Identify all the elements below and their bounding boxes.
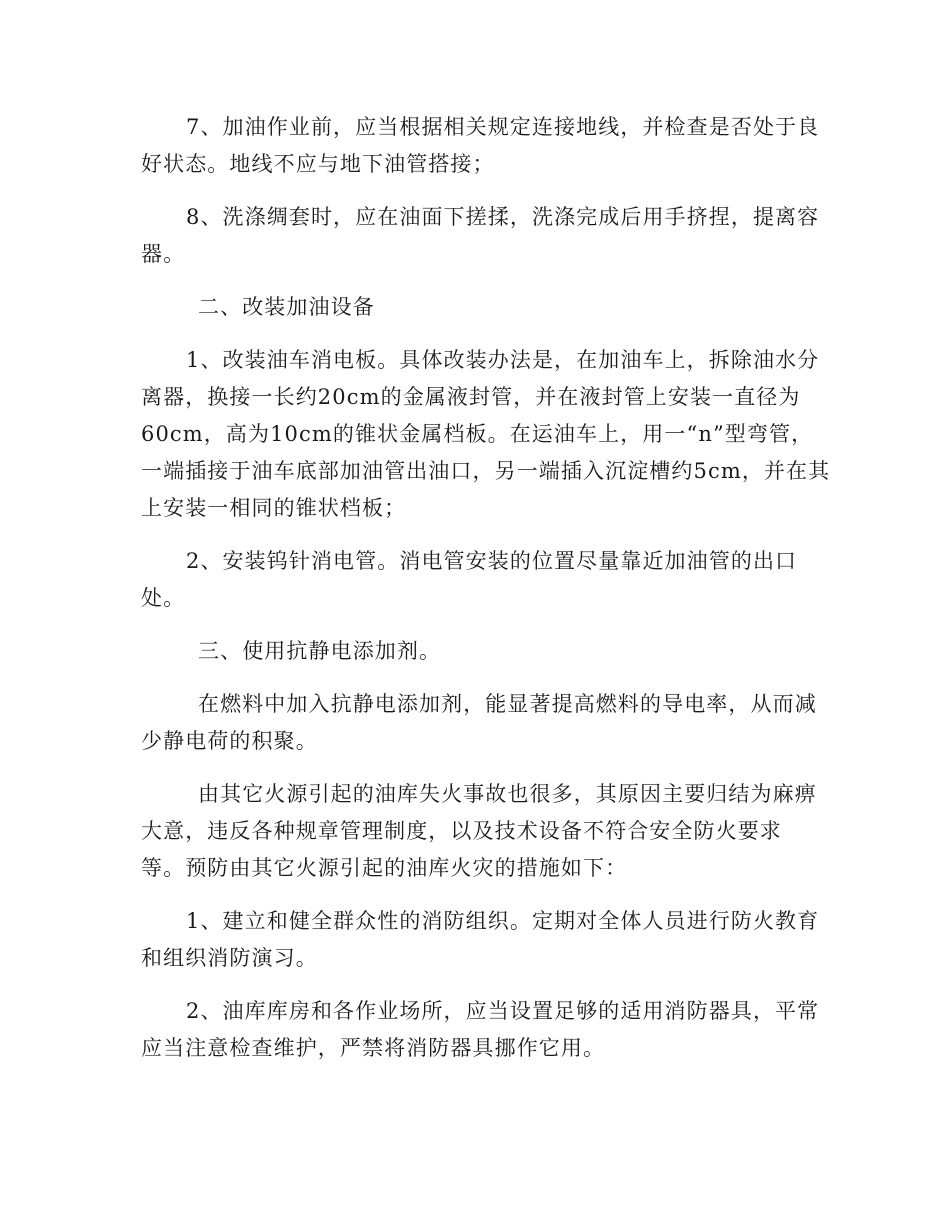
paragraph-4-line-3: 60cm，高为10cm的锥状金属档板。在运油车上，用一“n”型弯管， <box>141 422 814 446</box>
paragraph-9-line-1: 1、建立和健全群众性的消防组织。定期对全体人员进行防火教育 <box>186 909 820 933</box>
paragraph-4-line-1: 1、改装油车消电板。具体改装办法是，在加油车上，拆除油水分 <box>186 348 820 372</box>
section-heading-3: 三、使用抗静电添加剂。 <box>198 639 442 663</box>
paragraph-8-line-3: 等。预防由其它火源引起的油库火灾的措施如下： <box>141 856 628 880</box>
paragraph-4-line-2: 离器，换接一长约20cm的金属液封管，并在液封管上安装一直径为 <box>141 385 801 409</box>
paragraph-7-line-1: 在燃料中加入抗静电添加剂，能显著提高燃料的导电率，从而减 <box>198 692 817 716</box>
paragraph-10-line-2: 应当注意检查维护，严禁将消防器具挪作它用。 <box>141 1036 606 1060</box>
paragraph-7-line-2: 少静电荷的积聚。 <box>141 729 318 753</box>
paragraph-4-line-5: 上安装一相同的锥状档板； <box>141 496 407 520</box>
paragraph-2-line-2: 器。 <box>141 242 186 266</box>
paragraph-1-line-2: 好状态。地线不应与地下油管搭接； <box>141 152 495 176</box>
paragraph-10-line-1: 2、油库库房和各作业场所，应当设置足够的适用消防器具，平常 <box>186 999 820 1023</box>
paragraph-5-line-1: 2、安装钨针消电管。消电管安装的位置尽量靠近加油管的出口 <box>186 549 798 573</box>
paragraph-2-line-1: 8、洗涤绸套时，应在油面下搓揉，洗涤完成后用手挤捏，提离容 <box>186 205 820 229</box>
paragraph-5-line-2: 处。 <box>141 586 186 610</box>
paragraph-1-line-1: 7、加油作业前，应当根据相关规定连接地线，并检查是否处于良 <box>186 115 820 139</box>
paragraph-9-line-2: 和组织消防演习。 <box>141 946 318 970</box>
section-heading-2: 二、改装加油设备 <box>198 295 375 319</box>
paragraph-4-line-4: 一端插接于油车底部加油管出油口，另一端插入沉淀槽约5cm，并在其 <box>141 459 831 483</box>
paragraph-8-line-2: 大意，违反各种规章管理制度，以及技术设备不符合安全防火要求 <box>141 819 782 843</box>
paragraph-8-line-1: 由其它火源引起的油库失火事故也很多，其原因主要归结为麻痹 <box>198 782 817 806</box>
